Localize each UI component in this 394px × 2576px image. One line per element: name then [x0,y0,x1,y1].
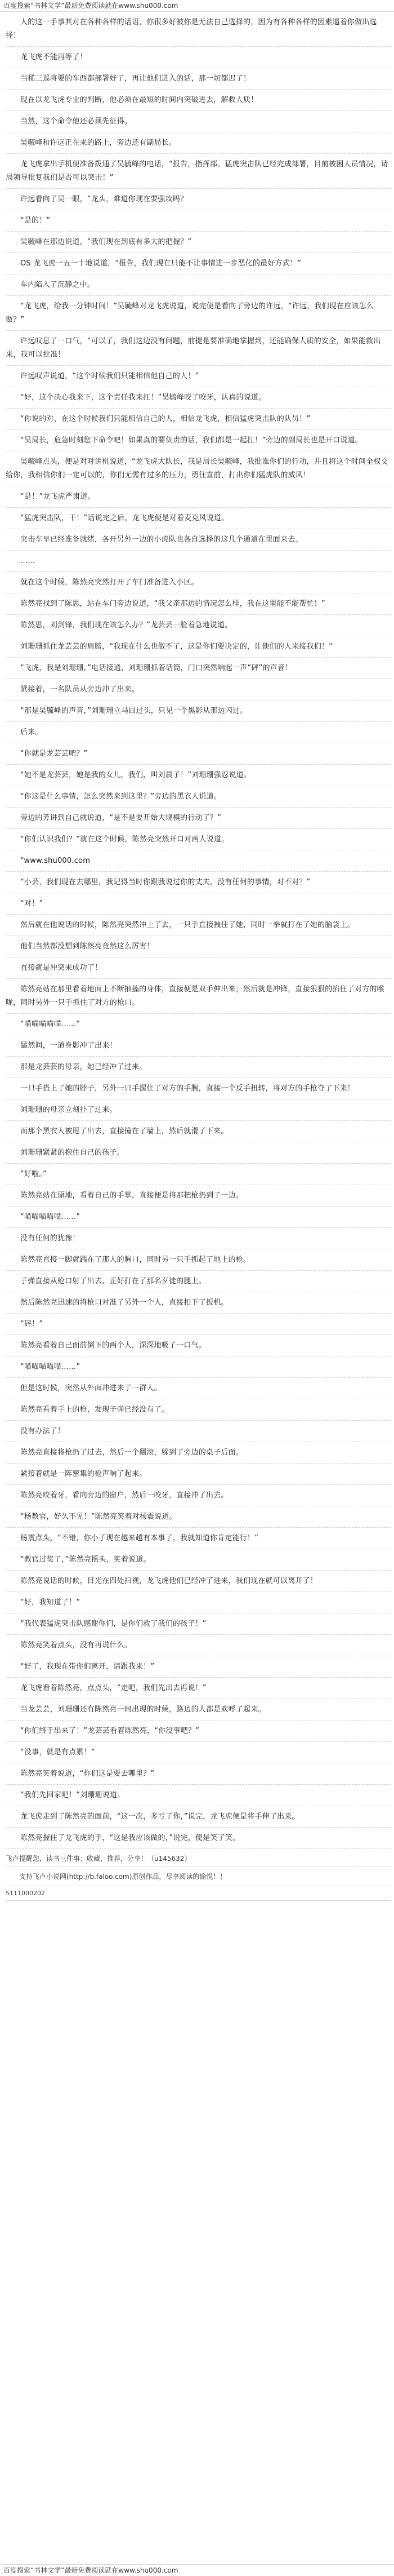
paragraph: “你们认识我们？”就在这个时候，陈然亮突然开口对两人说道。 [6,829,391,850]
paragraph: “龙飞虎，给我一分钟时间！”吴毓峰对龙飞虎说道，说完便是看向了旁边的许远，“许远，我们现在应该怎么做？” [6,296,391,331]
paragraph: 陈然思，刘剑锋，我们现在该怎么办？”龙芸芸一脸着急地说道。 [6,615,391,636]
paragraph: “是的！” [6,210,391,232]
paragraph: 陈然亮看着手上的枪，发现子弹已经没有了。 [6,1399,391,1421]
page-id: 5111000202 [6,1886,391,1901]
paragraph: “我代表猛虎突击队感谢你们，是你们救了我们的孩子！” [6,1613,391,1635]
paragraph: 陈然亮笑着说道，“你们这是要去哪里？” [6,1763,391,1785]
paragraph: 刘珊珊紧紧的抱住自己的孩子。 [6,1142,391,1164]
paragraph: 就在这个时候，陈然亮突然打开了车门准备进入小区。 [6,572,391,593]
paragraph: 陈然亮直接一脚就踹在了那人的胸口，同时另一只手抓起了地上的枪。 [6,1249,391,1271]
paragraph: “我们先回家吧！”刘珊珊说道。 [6,1785,391,1806]
paragraph: 陈然亮看着自己面前倒下的两个人，深深地吸了一口气。 [6,1335,391,1356]
paragraph: “喵喵喵喵喵……” [6,1207,391,1228]
paragraph: 龙飞虎看着陈然亮，点点头，“走吧，我们先出去再说！” [6,1678,391,1699]
paragraph: “吴局长，危急时刻您下命令吧！如果真的要负责的话，我们都是一起扛！”旁边的副局长也是开口说道。 [6,430,391,451]
paragraph: “飞虎，我是刘珊珊，”电话接通，刘珊珊抓着话筒，门口突然响起一声“砰”的声音！ [6,658,391,679]
paragraph: 人的这一手事其对在各种各样的话语，你很多好被你是无法自己选择的，因为有各种各样的因素逼着你做出选择！ [6,12,391,47]
paragraph: 陈然亮站在原地，看着自己的手掌，直接便是将那把枪扔到了一边。 [6,1185,391,1207]
paragraph: 陈然亮咬着牙，看向旁边的窗户，然后一咬牙，直接冲了出去。 [6,1485,391,1506]
paragraph: 刘珊珊的母亲立刻扑了过来。 [6,1099,391,1121]
paragraph: 许远看向了吴一眼，“龙头，难道你现在要强攻吗？ [6,189,391,210]
paragraph: 突击车早已经准备就绪，各开另外一边的小虎队也各自选择的这几个通道在里面来去。 [6,529,391,551]
paragraph: 龙飞虎不能再等了！ [6,47,391,68]
paragraph: “教官过奖了，”陈然亮摇头，笑着说道。 [6,1549,391,1571]
paragraph: “www.shu000.com [6,850,391,872]
bottom-banner: 百度搜索“书林文学”最新免费阅读就在www.shu000.com [0,2564,394,2576]
paragraph: 然后就在他说话的时候，陈然亮突然冲上了去，一只手直接拽住了她，同时一拳就打在了她的脑袋上。 [6,915,391,936]
paragraph: 陈然亮笑着点头，没有再说什么。 [6,1635,391,1656]
paragraph: “喵喵喵喵喵……” [6,1356,391,1378]
paragraph: 吴毓峰点头，便是对对讲机说道，“龙飞虎大队长，我是局长吴毓峰，我批准你们的行动，并且将这个时间全权交给你，我相信你们一定可以的，你们无需有过多的压力，勇往直前，打出你们猛虎队的威风！ [6,451,391,486]
reading-tip: 飞卢提醒您，读书三件事：收藏，推荐，分享！（u145632） [6,1849,391,1867]
top-banner: 百度搜索“书林文学”最新免费阅读就在www.shu000.com [0,0,394,12]
chapter-content [0,12,394,1849]
paragraph: 龙飞虎走到了陈然亮的面前，“这一次，多亏了你，”说完，龙飞虎便是将手伸了出来。 [6,1806,391,1828]
paragraph: 然后陈然亮迅速的将枪口对准了另外一个人，直接扣下了扳机。 [6,1292,391,1314]
paragraph: 直接就是冲突来成功了！ [6,957,391,979]
paragraph: “你说的对，在这个时候我们只能相信自己的人，相信龙飞虎，相信猛虎突击队的队员！” [6,409,391,430]
paragraph: 陈然亮说话的时候，目光在四处扫视，龙飞虎他们已经冲了进来，我们现在就可以离开了！ [6,1571,391,1592]
paragraph: 车内陷入了沉静之中。 [6,274,391,296]
paragraph: “她不是龙芸芸，她是我的女儿，我们，叫刘晨子！”刘珊珊强忍说道。 [6,765,391,786]
paragraph: 旁边的芳讲到自己就说道，“是不是要开始大规模的行动了？” [6,808,391,829]
paragraph: 龙飞虎拿出手机便准备拨通了吴毓峰的电话，“报告，指挥部。猛虎突击队已经完成部署，目前被困人员情况，请局领导批复我们是否可以突击！” [6,154,391,189]
chapter-footer [0,1849,394,1901]
paragraph: 吴毓峰在那边说道，“我们现在到底有多大的把握？” [6,232,391,253]
paragraph: 杨震点头，“不错，你小子现在越来越有本事了，我就知道你肯定能行！” [6,1528,391,1549]
paragraph: 现在以龙飞虎专业的判断，他必须在最短的时间内突破进去，解救人质！ [6,90,391,111]
paragraph: 没有办法了！ [6,1421,391,1442]
paragraph: 子弹直接从枪口射了出去，正好打在了那名歹徒的腿上。 [6,1271,391,1292]
paragraph: “杨教官，好久不见！”陈然亮笑着对杨震说道。 [6,1506,391,1528]
paragraph: 许远叹息了一口气，“可以了，我们这边没有问题，前提是要准确地掌握到，还能确保人质的安全，如果能救出来，我可以批准！ [6,331,391,366]
paragraph: 他们当然都没想到陈然亮竟然这么厉害！ [6,936,391,957]
paragraph: “那是吴毓峰的声音，”刘珊珊立马回过头，只见一个黑影从那边闪过。 [6,700,391,722]
support-notice: 支持飞卢小说网(http://b.faloo.com)原创作品，尽享阅读的愉悦！！ [6,1867,391,1886]
paragraph: “好啦。” [6,1164,391,1185]
paragraph: “是！”龙飞虎严肃道。 [6,486,391,508]
paragraph: 陈然亮握住了龙飞虎的手，“这是我应该做的，”说完，便是笑了笑。 [6,1828,391,1849]
paragraph: OS 龙飞虎一五一十地说道，“报告，我们现在只能不让事情进一步恶化的最好方式！” [6,253,391,274]
paragraph: 吴毓峰和许远正在来的路上，旁边还有副局长。 [6,132,391,154]
paragraph: 那是龙芸芸的母亲，她已经冲了过来。 [6,1057,391,1078]
paragraph: “喵喵喵喵喵……” [6,1014,391,1035]
paragraph: …… [6,551,391,572]
paragraph: “好了，我现在带你们离开，请跟我来！” [6,1656,391,1678]
paragraph: 后来。 [6,722,391,743]
paragraph: “没事，就是有点累！” [6,1742,391,1763]
paragraph: 陈然亮站在那里看着地面上不断抽搐的身体，直接便是双手伸出来，然后就是冲锋，直接狠狠的掐住了对方的喉咙，同时另外一只手抓住了对方的枪口。 [6,979,391,1014]
paragraph: 猛然间，一道身影冲了出来！ [6,1035,391,1057]
paragraph: “你们终于出来了！”龙芸芸看着陈然亮，“你没事吧？” [6,1721,391,1742]
paragraph: 但是这时候，突然从外面冲进来了一群人。 [6,1378,391,1399]
paragraph: 许远叹声说道，“这个时候我们只能相信他自己的人！” [6,366,391,387]
paragraph: “好，我知道了！” [6,1592,391,1613]
paragraph: 陈然亮找到了陈思，站在车门旁边说道，“我父亲那边的情况怎么样，我在这里能不能帮忙！” [6,593,391,615]
paragraph: “猛虎突击队，干！”话说完之后，龙飞虎便是对着麦克风说道。 [6,508,391,529]
paragraph: 紧接着就是一阵密集的枪声响了起来。 [6,1464,391,1485]
paragraph: 没有任何的犹豫！ [6,1228,391,1249]
paragraph: “你就是龙芸芸吧？” [6,743,391,765]
paragraph: 当龙芸芸，刘珊珊还有陈然亮一同出现的时候，路边的人都是欢呼了起来。 [6,1699,391,1721]
paragraph: “好，这个决心我来下，这个责任我来扛！”吴毓峰咬了咬牙，认真的说道。 [6,387,391,409]
paragraph: 当稀三巡将要的车西都部署好了，再让他们进入的话，那一切都迟了！ [6,68,391,90]
paragraph: 一只手搭上了她的脖子，另外一只手握住了对方的手腕，直接一个反手扭转，将对方的手枪夺了下来！ [6,1078,391,1099]
paragraph: “砰！” [6,1314,391,1335]
paragraph: 紧接着，一名队员从旁边冲了出来。 [6,679,391,700]
paragraph: “小芸，我们现在去哪里，我记得当时你跟我说过你的丈夫，没有任何的事情，对不对？” [6,872,391,893]
paragraph: 而那个黑衣人被甩了出去，直接撞在了墙上，然后就滑了下来。 [6,1121,391,1142]
paragraph: 陈然亮直接将枪扔了过去，然后一个翻滚，躲到了旁边的桌子后面。 [6,1442,391,1464]
paragraph: 当然，这个命令他还必须先征得。 [6,111,391,132]
paragraph: 刘珊珊抓住龙芸芸的肩膀，“我现在什么也做不了，这是你们要决定的，让他们的人来接我们！” [6,636,391,658]
paragraph: “对！” [6,893,391,915]
paragraph: “你这是什么事情，怎么突然来到这里？”旁边的黑衣人说道。 [6,786,391,808]
